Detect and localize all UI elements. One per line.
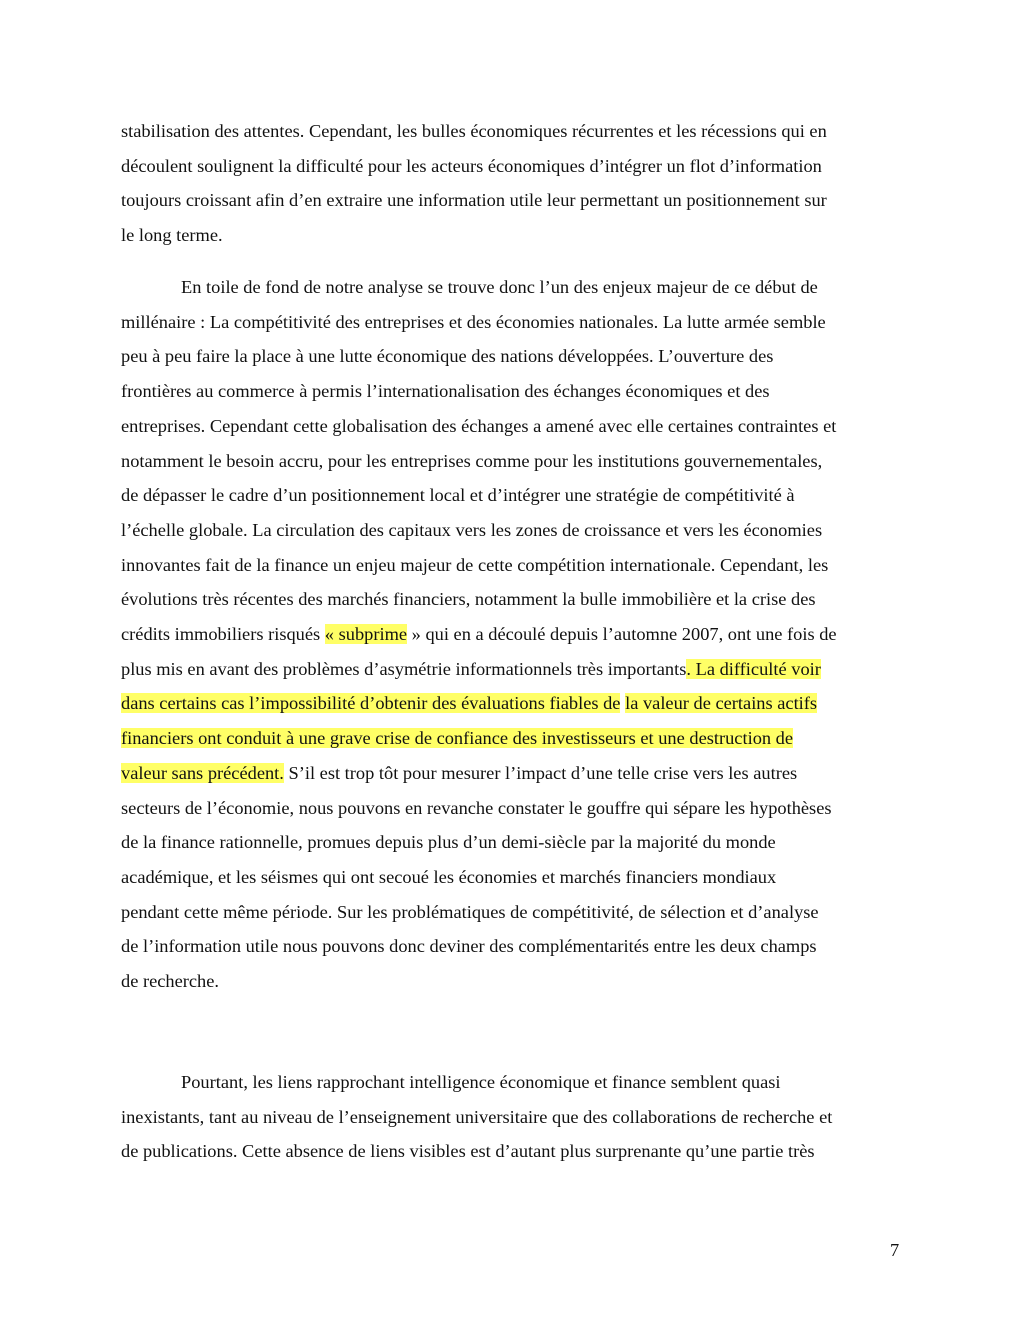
text-segment: de publications. Cette absence de liens visibles est d’autant plus surprenante qu’une partie très <box>121 1141 815 1162</box>
text-segment: de la finance rationnelle, promues depuis plus d’un demi-siècle par la majorité du monde <box>121 832 776 853</box>
text-line <box>121 149 921 184</box>
text-line <box>121 686 921 721</box>
highlighted-text: « subprime <box>324 624 408 645</box>
text-segment: de recherche. <box>121 971 220 992</box>
text-line <box>121 825 921 860</box>
text-segment: l’échelle globale. La circulation des capitaux vers les zones de croissance et vers les économies <box>121 519 823 540</box>
text-line <box>121 339 921 374</box>
text-line <box>121 478 921 513</box>
text-line <box>121 444 921 479</box>
text-segment: inexistants, tant au niveau de l’enseignement universitaire que des collaborations de recherche et <box>121 1106 833 1127</box>
text-line <box>121 183 921 218</box>
text-line <box>121 617 921 652</box>
page-number: 7 <box>890 1240 900 1260</box>
text-segment: millénaire : La compétitivité des entreprises et des économies nationales. La lutte armée semble <box>121 311 826 332</box>
text-segment: notamment le besoin accru, pour les entreprises comme pour les institutions gouvernementales, <box>121 450 823 471</box>
text-line <box>121 270 921 305</box>
text-line <box>121 114 921 149</box>
highlighted-text: dans certains cas l’impossibilité d’obtenir des évaluations fiables de <box>121 693 621 714</box>
text-line <box>121 652 921 687</box>
text-segment: peu à peu faire la place à une lutte économique des nations développées. L’ouverture des <box>121 346 774 367</box>
highlighted-text: valeur sans précédent. <box>121 762 284 783</box>
text-line <box>121 409 921 444</box>
text-segment: entreprises. Cependant cette globalisation des échanges a amené avec elle certaines contraintes et <box>121 415 837 436</box>
text-segment: plus mis en avant des problèmes d’asymétrie informationnels très importants <box>121 658 687 679</box>
text-segment: stabilisation des attentes. Cependant, les bulles économiques récurrentes et les récessions qui en <box>121 121 827 141</box>
text-line <box>121 513 921 548</box>
text-segment: de l’information utile nous pouvons donc deviner des complémentarités entre les deux champs <box>121 936 817 957</box>
text-line <box>121 895 921 930</box>
text-segment: de dépasser le cadre d’un positionnement local et d’intégrer une stratégie de compétitivité à <box>121 485 795 506</box>
text-line <box>121 1065 921 1100</box>
text-line <box>121 791 921 826</box>
text-line <box>121 374 921 409</box>
text-line <box>121 721 921 756</box>
text-segment: évolutions très récentes des marchés financiers, notamment la bulle immobilière et la crise des <box>121 589 816 610</box>
text-segment: découlent soulignent la difficulté pour les acteurs économiques d’intégrer un flot d’information <box>121 155 822 176</box>
paragraph <box>121 1065 921 1169</box>
highlighted-text: la valeur de certains actifs <box>625 693 818 714</box>
text-segment: le long terme. <box>121 225 223 246</box>
text-segment: frontières au commerce à permis l’internationalisation des échanges économiques et des <box>121 381 770 402</box>
text-line <box>121 305 921 340</box>
text-segment: Pourtant, les liens rapprochant intelligence économique et finance semblent quasi <box>181 1072 781 1092</box>
text-segment: pendant cette même période. Sur les problématiques de compétitivité, de sélection et d’analyse <box>121 901 819 922</box>
text-line <box>121 1100 921 1135</box>
text-segment: secteurs de l’économie, nous pouvons en revanche constater le gouffre qui sépare les hypothèses <box>121 797 832 818</box>
text-segment: innovantes fait de la finance un enjeu majeur de cette compétition internationale. Cependant, les <box>121 554 829 575</box>
text-line <box>121 929 921 964</box>
paragraph <box>121 114 921 253</box>
text-line <box>121 1134 921 1169</box>
text-line <box>121 756 921 791</box>
text-line <box>121 218 921 253</box>
text-segment: » qui en a découlé depuis l’automne 2007, ont une fois de <box>407 624 837 645</box>
text-segment: En toile de fond de notre analyse se trouve donc l’un des enjeux majeur de ce début de <box>181 277 818 297</box>
highlighted-text: financiers ont conduit à une grave crise de confiance des investisseurs et une destruction de <box>121 728 794 749</box>
text-segment: académique, et les séismes qui ont secoué les économies et marchés financiers mondiaux <box>121 866 777 887</box>
highlighted-text: . La difficulté voir <box>686 658 821 679</box>
text-line <box>121 582 921 617</box>
text-line <box>121 964 921 999</box>
text-line <box>121 860 921 895</box>
text-line <box>121 548 921 583</box>
paragraph <box>121 270 921 999</box>
text-segment: crédits immobiliers risqués <box>121 624 325 645</box>
text-segment: toujours croissant afin d’en extraire une information utile leur permettant un positionnement sur <box>121 190 827 211</box>
text-segment: S’il est trop tôt pour mesurer l’impact d’une telle crise vers les autres <box>283 762 798 783</box>
